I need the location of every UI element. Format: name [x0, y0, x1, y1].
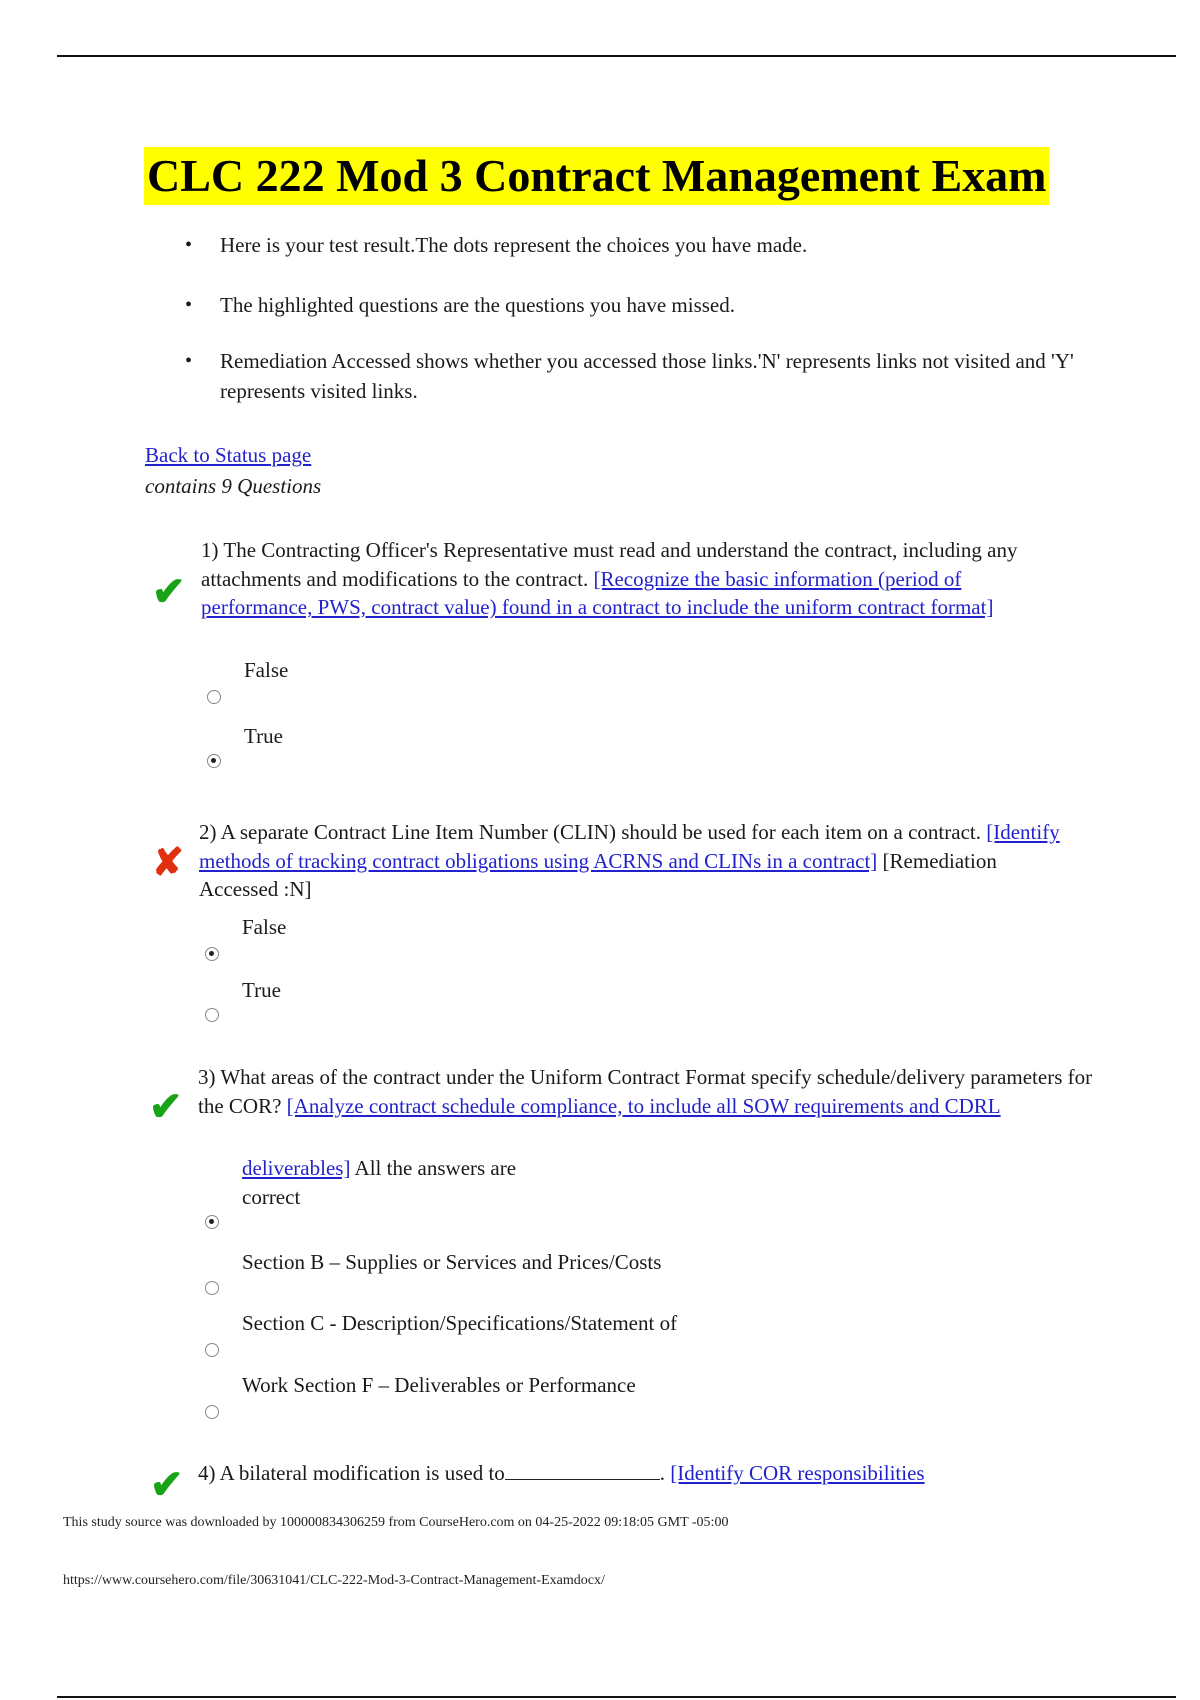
question-1-option-true-radio[interactable] [207, 754, 221, 768]
question-3-option-c-radio[interactable] [205, 1343, 219, 1357]
question-1-prompt: 1) The Contracting Officer's Representative must read and understand the contract, including any attachments and modifications to the contract. [201, 538, 1018, 591]
question-2-option-false-radio[interactable] [205, 947, 219, 961]
question-1-option-label: False [244, 658, 289, 682]
question-2-option-label: False [242, 915, 287, 939]
question-3-option-all-radio[interactable] [205, 1215, 219, 1229]
question-4-text [198, 1459, 1098, 1488]
correct-check-icon: ✔ [150, 1462, 184, 1507]
instructions-list [185, 230, 1085, 406]
question-3-remediation-link[interactable]: [Analyze contract schedule compliance, to include all SOW requirements and CDRL [286, 1093, 1001, 1118]
instruction-item: • Here is your test result.The dots represent the choices you have made. [185, 230, 1085, 260]
instruction-item: • Remediation Accessed shows whether you accessed those links.'N' represents links not visited and 'Y' represents visited links. [185, 346, 1085, 406]
question-3-option-b-radio[interactable] [205, 1281, 219, 1295]
question-1-remediation-link[interactable]: [Recognize the basic information (period of performance, PWS, contract value) found in a contract to include the uniform contract format] [201, 566, 994, 619]
question-3-continued [242, 1154, 572, 1211]
back-to-status-link[interactable]: Back to Status page [145, 443, 312, 467]
bottom-rule [57, 1696, 1176, 1698]
correct-check-icon: ✔ [152, 569, 186, 614]
remediation-status: [Remediation Accessed :N] [199, 848, 997, 901]
question-1-text [201, 536, 1071, 622]
question-2-remediation-link[interactable]: [Identify methods of tracking contract obligations using ACRNS and CLINs in a contract] [199, 820, 1060, 873]
correct-check-icon: ✔ [149, 1084, 183, 1129]
question-3-option-f-radio[interactable] [205, 1405, 219, 1419]
question-2-prompt: 2) A separate Contract Line Item Number (CLIN) should be used for each item on a contract. [199, 820, 981, 844]
page-title: CLC 222 Mod 3 Contract Management Exam [144, 147, 1049, 205]
answer-blank [505, 1461, 660, 1480]
instruction-item: • The highlighted questions are the questions you have missed. [185, 290, 1085, 320]
question-3-option-label: Section B – Supplies or Services and Prices/Costs [242, 1250, 662, 1274]
question-2-text [199, 818, 1079, 904]
question-3-text [198, 1063, 1098, 1120]
download-source-note: This study source was downloaded by 100000834306259 from CourseHero.com on 04-25-2022 09:18:05 GMT -05:00 [63, 1515, 729, 1530]
question-count: contains 9 Questions [145, 474, 322, 498]
question-1-option-false-radio[interactable] [207, 690, 221, 704]
question-4-remediation-link[interactable]: [Identify COR responsibilities [670, 1461, 925, 1485]
question-3-option-label: Section C - Description/Specifications/Statement of [242, 1311, 678, 1335]
question-4-prompt: 4) A bilateral modification is used to [198, 1461, 505, 1485]
question-3-prompt: 3) What areas of the contract under the Uniform Contract Format specify schedule/delivery parameters for the COR? [198, 1065, 1093, 1118]
question-3-remediation-link[interactable]: deliverables] [242, 1156, 351, 1180]
question-1-option-label: True [244, 724, 283, 748]
question-2-option-true-radio[interactable] [205, 1008, 219, 1022]
question-3-option-label: All the answers are correct [242, 1156, 517, 1209]
question-4-period: . [659, 1461, 666, 1485]
question-3-option-label: Work Section F – Deliverables or Performance [242, 1373, 636, 1397]
question-2-option-label: True [242, 978, 281, 1002]
incorrect-cross-icon: ✘ [152, 842, 184, 884]
source-url: https://www.coursehero.com/file/30631041/CLC-222-Mod-3-Contract-Management-Examdocx/ [63, 1573, 605, 1588]
top-rule [57, 55, 1176, 57]
